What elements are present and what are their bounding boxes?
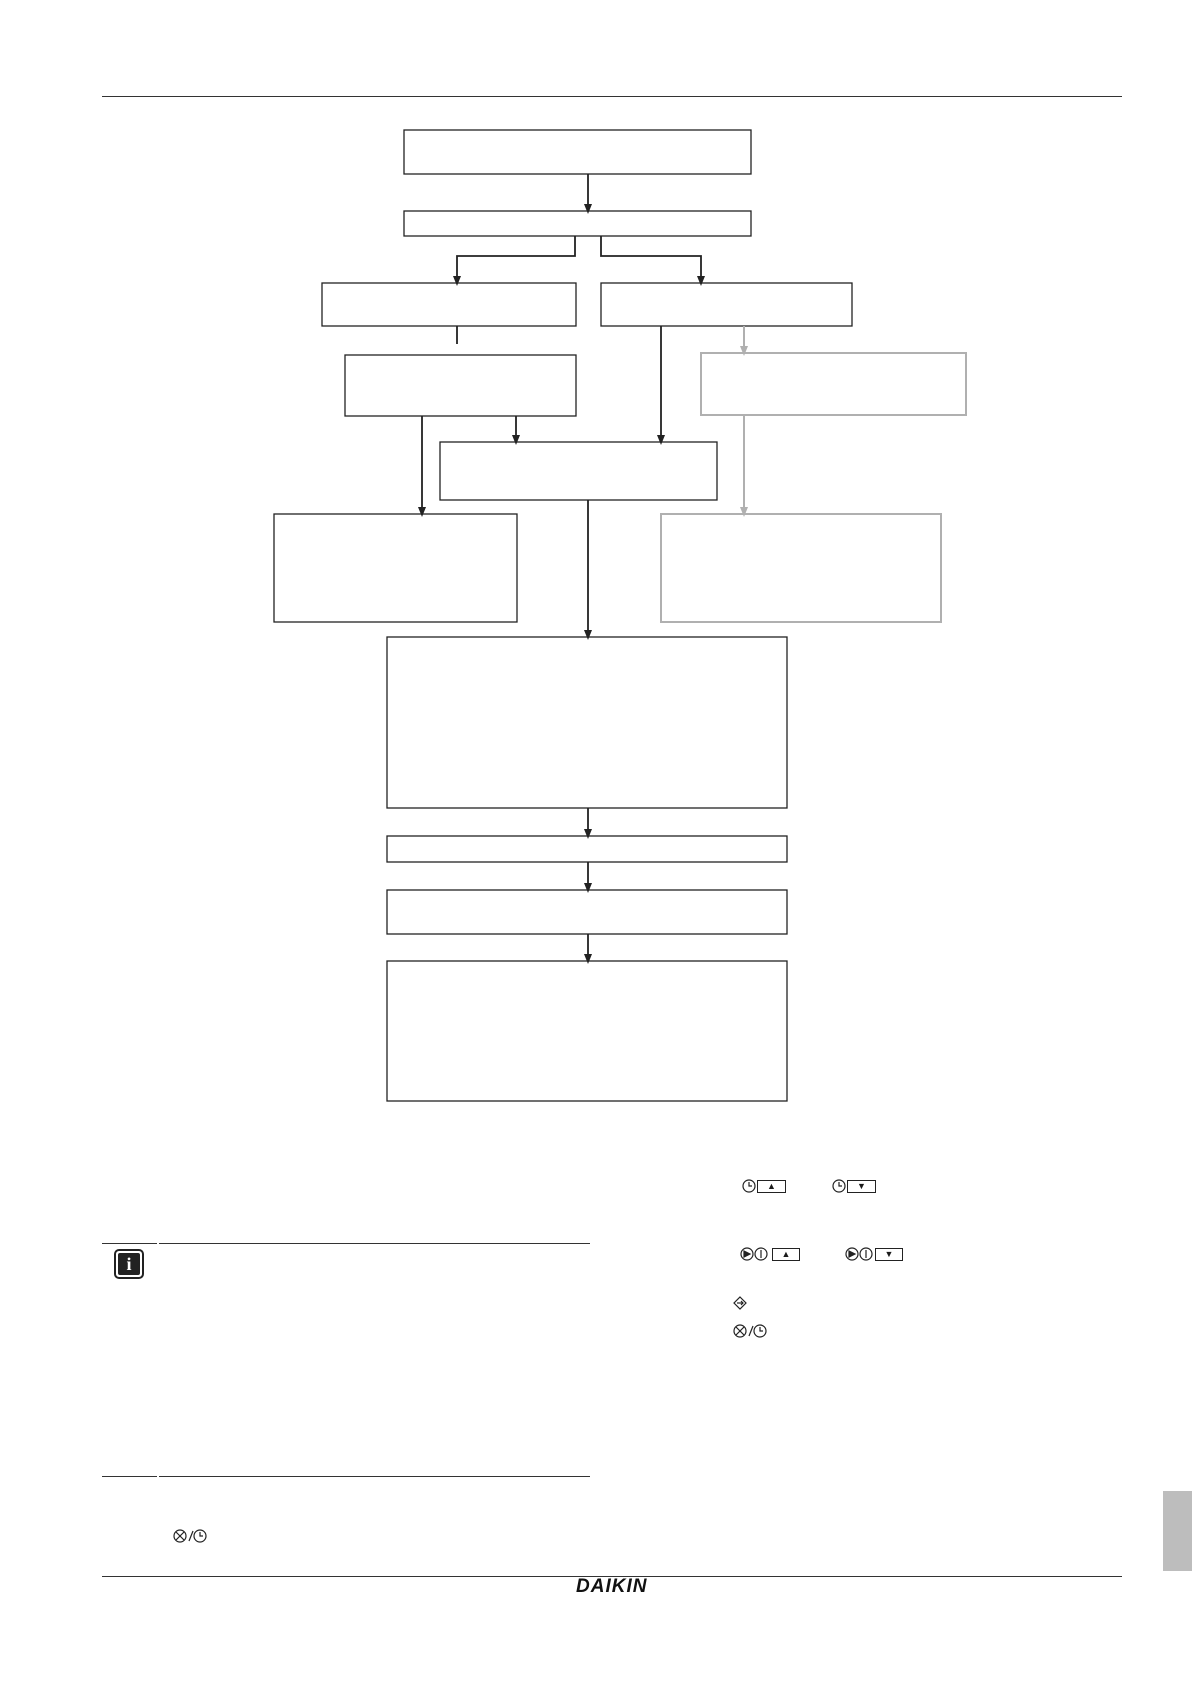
connector-step2-to-right	[601, 236, 701, 281]
connector-step2-to-left	[457, 236, 575, 281]
flow-box-left-sub	[345, 355, 576, 416]
note-top-rule-left	[102, 1243, 157, 1244]
down-arrow-button-icon-2: ▼	[875, 1248, 903, 1261]
section-tab	[1163, 1491, 1192, 1571]
flow-box-center-merge	[440, 442, 717, 500]
note-bottom-rule-right	[159, 1476, 590, 1477]
flow-box-right-branch	[601, 283, 852, 326]
info-icon-glyph: i	[118, 1253, 140, 1275]
flow-box-main-step	[387, 637, 787, 808]
flow-box-start	[404, 130, 751, 174]
up-arrow-button-icon-2: ▲	[772, 1248, 800, 1261]
info-icon	[114, 1249, 144, 1279]
daikin-logo: DAIKIN	[576, 1576, 648, 1597]
flow-box-mid-step	[387, 890, 787, 934]
flow-box-left-branch	[322, 283, 576, 326]
clock-icon-2	[832, 1179, 846, 1193]
mode-dial-icon-2	[845, 1247, 875, 1261]
flow-box-final	[387, 961, 787, 1101]
cancel-timer-icon	[173, 1528, 207, 1544]
mode-dial-icon	[740, 1247, 770, 1261]
flow-box-optional-result	[661, 514, 941, 622]
enter-icon	[733, 1296, 747, 1310]
note-bottom-rule-left	[102, 1476, 157, 1477]
flow-box-step-2	[404, 211, 751, 236]
note-top-rule-right	[159, 1243, 590, 1244]
down-arrow-button-icon: ▼	[847, 1180, 876, 1193]
flow-box-narrow-step	[387, 836, 787, 862]
up-arrow-button-icon: ▲	[757, 1180, 786, 1193]
cancel-timer-icon-2	[733, 1323, 767, 1339]
clock-icon	[742, 1179, 756, 1193]
flow-box-left-result	[274, 514, 517, 622]
flow-box-optional-top	[701, 353, 966, 415]
